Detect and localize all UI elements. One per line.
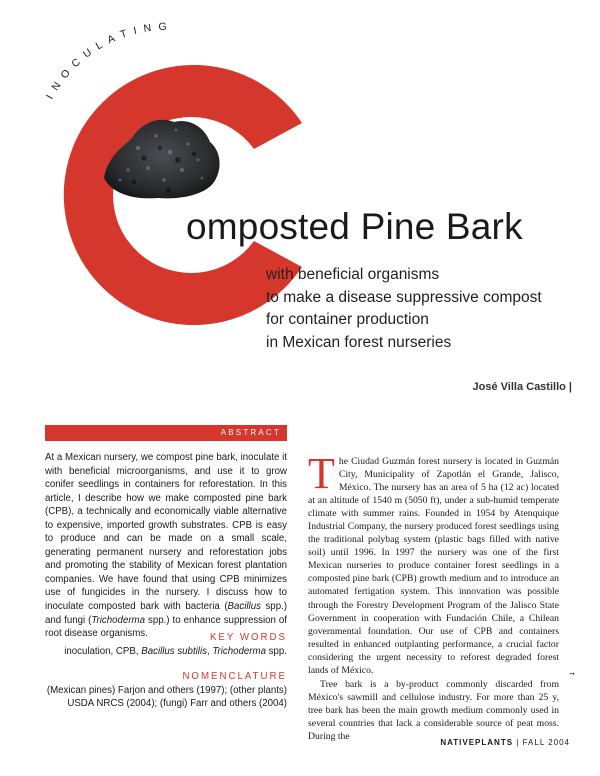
continue-arrow-icon: ➞	[569, 671, 575, 678]
abstract-heading: ABSTRACT	[45, 425, 287, 441]
article-subtitle	[266, 264, 586, 354]
nomenclature-line: USDA NRCS (2004); (fungi) Farr and others (2004)	[67, 698, 287, 709]
body-text: The Ciudad Guzmán forest nursery is located in Guzmán City, Municipality of Zapotlán el Grande, Jalisco, México. The nursery has an area of 5 ha (12 ac) located at an altitude of 1540 m (5050 ft), under a sub-humid temperate climate with summer rains. Founded in 1954 by Atenquique Industrial Company, the nursery produced forest seedlings using the traditional polybag system (plastic bags filled with native soil) until 1996. In 1997 the nursery was one of the first Mexican nurseries to produce container forest seedlings in a composted pine bark (CPB) growth medium and to introduce an automated fertigation system. This innovation was possible through the Forestry Development Program of the Jalisco State Government in cooperation with Fundación Chile, a Chilean governmental foundation. Our use of CPB and containers resulted in enhanced outplanting performance, a crucial factor considering the urgent necessity to reforest degraded forest lands of México. Tree bark is a by-product commonly discarded from México's sawmill and cellulose industry. For more than 25 y, tree bark has been the main growth medium commonly used in several countries that lack a considerable source of peat moss. During the	[308, 449, 559, 742]
article-title: omposted Pine Bark	[186, 206, 523, 247]
abstract-text: At a Mexican nursery, we compost pine bark, inoculate it with beneficial microorganisms, and use it to grow conifer seedlings in containers for reforestation. In this article, I describe how we make composted pine bark (CPB), a technically and economically viable alternative to expensive, imported growth substrates. CPB is easy to produce and can be made on a small scale, generating permanent nursery and reforestation jobs and promoting the stability of Mexican forest plantation companies. We have found that using CPB minimizes use of fungicides in the nursery. I discuss how to inoculate composted bark with bacteria (Bacillus spp.) and fungi (Trichoderma spp.) to enhance suppression of root disease organisms.	[45, 452, 288, 640]
composted-bark-photo	[98, 108, 226, 204]
subtitle-line: in Mexican forest nurseries	[266, 333, 452, 351]
subtitle-line: for container production	[266, 311, 429, 328]
keywords-heading: KEY WORDS	[209, 632, 287, 643]
kicker-text: INOCULATING	[44, 20, 174, 102]
nomenclature-line: (Mexican pines) Farjon and others (1997); (other plants)	[46, 685, 287, 696]
keywords-text: inoculation, CPB, Bacillus subtilis, Trichoderma spp.	[64, 646, 287, 657]
subtitle-line: with beneficial organisms	[266, 266, 440, 283]
nomenclature-heading: NOMENCLATURE	[182, 671, 287, 682]
svg-text:INOCULATING	[44, 21, 174, 102]
page-footer: NATIVEPLANTS | FALL 2004	[440, 738, 570, 747]
dropcap: T	[308, 449, 335, 498]
author-name: José Villa Castillo |	[472, 381, 572, 393]
subtitle-line: to make a disease suppressive compost	[266, 288, 542, 306]
